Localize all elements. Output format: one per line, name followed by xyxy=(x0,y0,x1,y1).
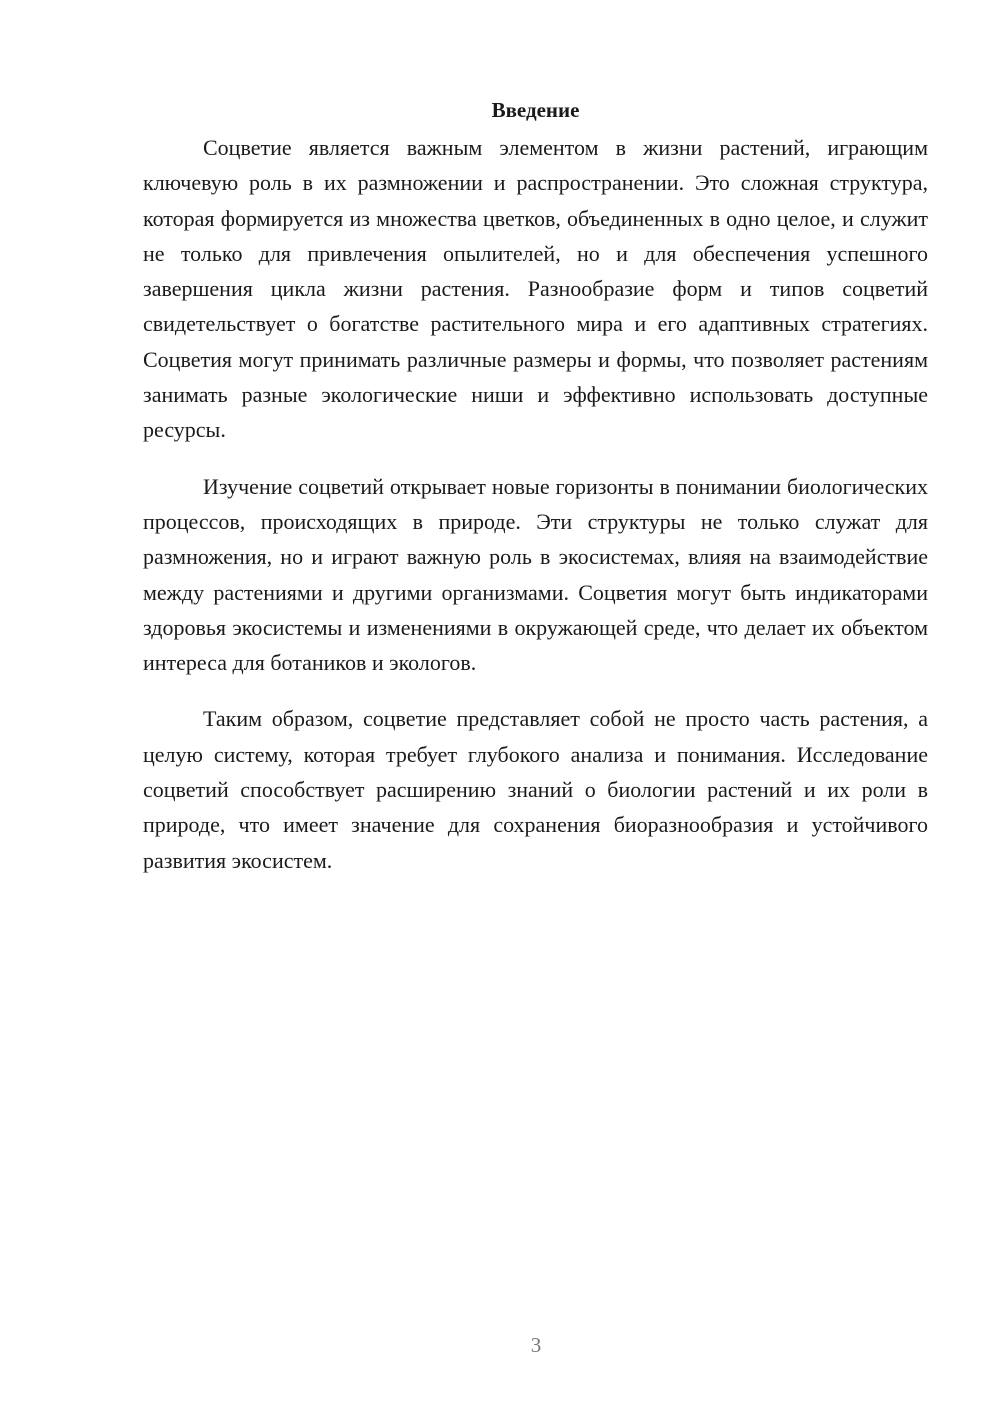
section-heading: Введение xyxy=(491,98,580,122)
paragraph-3: Таким образом, соцветие представляет собой не просто часть растения, а целую систему, которая требует глубокого анализа и понимания. Исследование соцветий способствует расширению знаний о биологии растений и их роли в природе, что имеет значение для сохранения биоразнообразия и устойчивого развития экосистем. xyxy=(143,706,928,873)
document-body xyxy=(143,92,928,899)
page-number: 3 xyxy=(530,1333,542,1357)
paragraph-1: Соцветие является важным элементом в жизни растений, играющим ключевую роль в их размножении и распространении. Это сложная структура, которая формируется из множества цветков, объединенных в одно целое, и служит не только для привлечения опылителей, но и для обеспечения успешного завершения цикла жизни растения. Разнообразие форм и типов соцветий свидетельствует о богатстве растительного мира и его адаптивных стратегиях. Соцветия могут принимать различные размеры и формы, что позволяет растениям занимать разные экологические ниши и эффективно использовать доступные ресурсы. xyxy=(143,135,928,443)
paragraph-2: Изучение соцветий открывает новые горизонты в понимании биологических процессов, происходящих в природе. Эти структуры не только служат для размножения, но и играют важную роль в экосистемах, влияя на взаимодействие между растениями и другими организмами. Соцветия могут быть индикаторами здоровья экосистемы и изменениями в окружающей среде, что делает их объектом интереса для ботаников и экологов. xyxy=(143,473,928,676)
